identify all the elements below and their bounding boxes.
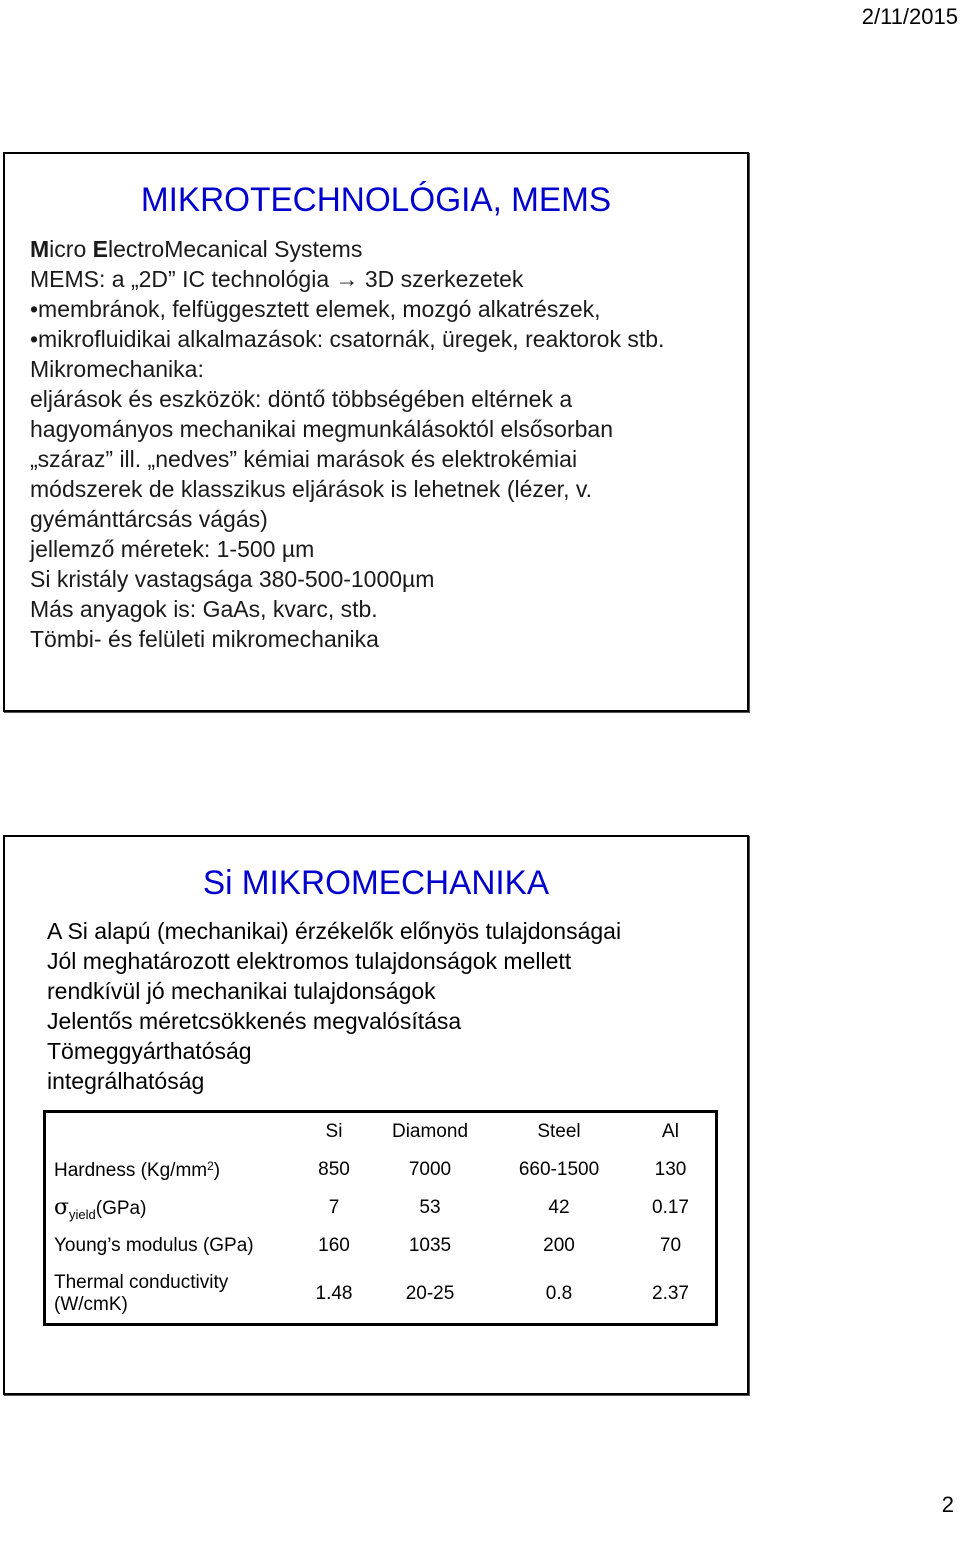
slide-title: Si MIKROMECHANIKA (202, 864, 550, 902)
text-line: eljárások és eszközök: döntő többségében eltérnek a (30, 386, 573, 412)
sigma-symbol: σ (54, 1194, 70, 1220)
table-cell: 20-25 (405, 1283, 455, 1304)
text-line: integrálhatóság (47, 1068, 205, 1094)
bullet-item: •mikrofluidikai alkalmazások: csatornák, üregek, reaktorok stb. (30, 326, 665, 352)
table-row (45, 1189, 717, 1227)
row-label: Young’s modulus (GPa) (54, 1235, 254, 1256)
table-cell: 0.8 (545, 1283, 573, 1304)
table-cell: 200 (543, 1235, 575, 1256)
text-line: Tömbi- és felületi mikromechanika (30, 626, 379, 652)
table-cell: 7 (328, 1197, 340, 1218)
page-number: 2 (941, 1492, 954, 1517)
slide-body (47, 916, 727, 1096)
slide-body (30, 234, 727, 654)
column-header: Diamond (391, 1121, 469, 1142)
row-label-text: ) (213, 1159, 221, 1181)
table-row (45, 1265, 717, 1325)
text-line: jellemző méretek: 1-500 µm (30, 536, 315, 562)
table-row (45, 1227, 717, 1265)
table-cell: 0.17 (652, 1197, 689, 1218)
text-line: gyémánttárcsás vágás) (30, 506, 268, 532)
table-cell: 53 (419, 1197, 441, 1218)
table-corner-cell (45, 1112, 301, 1152)
text-line: MEMS: a „2D” IC technológia → 3D szerkezetek (30, 266, 524, 292)
superscript: 2 (207, 1158, 214, 1173)
table-cell: 130 (654, 1159, 687, 1180)
column-header: Si (325, 1121, 343, 1142)
table-cell: 160 (318, 1235, 350, 1256)
table-cell: 2.37 (652, 1283, 689, 1304)
slide-mems (3, 152, 749, 712)
text-line: Tömeggyárthatóság (47, 1038, 252, 1064)
table-cell: 1.48 (315, 1283, 353, 1304)
text-line: A Si alapú (mechanikai) érzékelők előnyös tulajdonságai (47, 918, 622, 944)
row-label: Thermal conductivity (W/cmK) (54, 1272, 229, 1315)
text-line: Mikromechanika: (30, 356, 204, 382)
table-header-row (45, 1112, 717, 1152)
row-label (45, 1189, 301, 1227)
row-label-text: (GPa) (95, 1197, 147, 1219)
column-header: Steel (537, 1121, 581, 1142)
text-line: „száraz” ill. „nedves” kémiai marások és elektrokémiai (30, 446, 578, 472)
table-cell: 850 (318, 1159, 350, 1180)
text-line (30, 234, 727, 264)
row-label (45, 1151, 301, 1189)
emphasis-letter: M (30, 236, 50, 262)
emphasis-letter: E (92, 236, 108, 262)
slide-si-micromechanics (3, 835, 749, 1395)
table-cell: 42 (548, 1197, 570, 1218)
text-line: rendkívül jó mechanikai tulajdonságok (47, 978, 436, 1004)
table-cell: 660-1500 (518, 1159, 600, 1180)
header-date: 2/11/2015 (861, 4, 958, 29)
material-properties-table (43, 1110, 718, 1326)
text-line: módszerek de klasszikus eljárások is lehetnek (lézer, v. (30, 476, 593, 502)
slide-title: MIKROTECHNOLÓGIA, MEMS (140, 181, 612, 219)
subscript: yield (69, 1206, 96, 1222)
table-cell: 70 (659, 1235, 682, 1256)
text-fragment: icro (49, 236, 93, 262)
table-cell: 1035 (408, 1235, 452, 1256)
bullet-item: •membránok, felfüggesztett elemek, mozgó alkatrészek, (30, 296, 601, 322)
text-fragment: lectroMecanical Systems (107, 236, 363, 262)
column-header: Al (662, 1121, 679, 1142)
text-line: Más anyagok is: GaAs, kvarc, stb. (30, 596, 378, 622)
text-line: hagyományos mechanikai megmunkálásoktól elsősorban (30, 416, 613, 442)
table-cell: 7000 (408, 1159, 452, 1180)
text-line: Si kristály vastagsága 380-500-1000µm (30, 566, 435, 592)
text-line: Jól meghatározott elektromos tulajdonságok mellett (47, 948, 572, 974)
row-label-text: Hardness (Kg/mm (54, 1159, 208, 1181)
table-row (45, 1151, 717, 1189)
text-line: Jelentős méretcsökkenés megvalósítása (47, 1008, 462, 1034)
